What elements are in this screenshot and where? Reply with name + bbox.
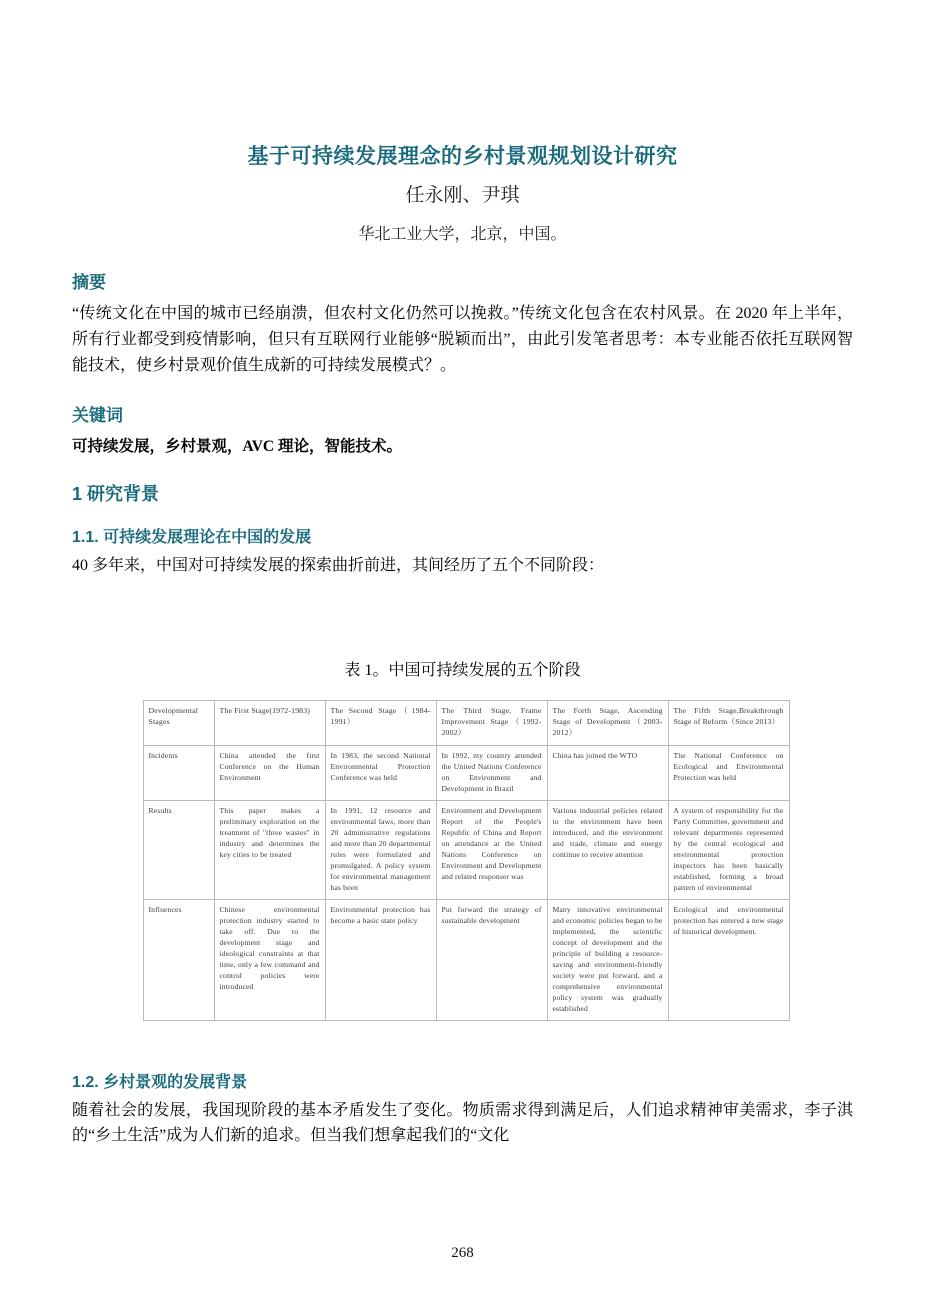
table-header-cell: The Third Stage, Frame Improvement Stage（1992-2002） (436, 700, 547, 745)
table-row-label: Influences (143, 899, 214, 1020)
table-cell: Environmental protection has become a basic state policy (325, 899, 436, 1020)
section-1-1-text: 40 多年来，中国对可持续发展的探索曲折前进，其间经历了五个不同阶段： (72, 556, 605, 574)
table-row (143, 800, 789, 899)
spacer (72, 583, 853, 657)
table-cell: Many innovative environmental and economic policies began to be implemented, the scientific concept of development and the principle of building a resource-saving and environment-friendly society were put forward, and a comprehensive environmental policy system was gradually established (547, 899, 668, 1020)
table-header-cell: The Forth Stage, Ascending Stage of Development（2003-2012） (547, 700, 668, 745)
table-header-row (143, 700, 789, 745)
affiliation: 华北工业大学，北京，中国。 (358, 226, 567, 243)
table-header-cell: The Second Stage（1984-1991） (325, 700, 436, 745)
table-cell: In 1992, my country attended the United Nations Conference on Environment and Development in Brazil (436, 745, 547, 800)
table-header-cell: The First Stage(1972-1983) (214, 700, 325, 745)
table-header-cell: The Fifth Stage,Breakthrough Stage of Reform（Since 2013） (668, 700, 789, 745)
table-cell: Environment and Development Report of the People's Republic of China and Report on attendance at the United Nations Conference on Environment and Development and related responser was (436, 800, 547, 899)
table-header-cell: Developmental Stages (143, 700, 214, 745)
table-row (143, 899, 789, 1020)
table-row (143, 745, 789, 800)
table-cell: This paper makes a preliminary exploration on the treatment of "three wastes" in industry and determines the key cities to be treated (214, 800, 325, 899)
table-row-label: Incidents (143, 745, 214, 800)
table-cell: The National Conference on Ecological and Environmental Protection was held (668, 745, 789, 800)
author-list: 任永刚、尹琪 (405, 185, 520, 206)
keywords-heading: 关键词 (72, 405, 123, 425)
abstract-heading: 摘要 (72, 273, 106, 292)
spacer (72, 1021, 853, 1051)
sustainable-development-stages-table (143, 700, 790, 1021)
table-cell: China has joined the WTO (547, 745, 668, 800)
table-cell: Various industrial policies related to the environment have been introduced, and the environment and trade, climate and energy continue to receive attention (547, 800, 668, 899)
table-cell: China attended the first Conference on the Human Environment (214, 745, 325, 800)
table-caption: 表 1。中国可持续发展的五个阶段 (344, 661, 581, 679)
section-1-1-heading: 1.1. 可持续发展理论在中国的发展 (72, 528, 312, 546)
table-row-label: Results (143, 800, 214, 899)
section-1-2-heading: 1.2. 乡村景观的发展背景 (72, 1073, 248, 1091)
table-cell: Chinese environmental protection industry started to take off. Due to the development stage and ideological constraints at that time, only a few command and control policies were introduced (214, 899, 325, 1020)
section-1-heading: 1 研究背景 (72, 483, 160, 504)
table-cell: A system of responsibility for the Party Committee, government and relevant departments represented by the central ecological and environmental protection inspectors has been basically established, forming a broad pattern of environmental (668, 800, 789, 899)
keywords-text: 可持续发展，乡村景观，AVC 理论，智能技术。 (72, 437, 402, 455)
table-cell: In 1983, the second National Environmental Protection Conference was held (325, 745, 436, 800)
abstract-text: “传统文化在中国的城市已经崩溃，但农村文化仍然可以挽救。”传统文化包含在农村风景。在 2020 年上半年，所有行业都受到疫情影响，但只有互联网行业能够“脱颖而出”，由此引发笔者思考：本专业能否依托互联网智能技术，使乡村景观价值生成新的可持续发展模式？。 (72, 305, 853, 374)
page-number: 268 (451, 1245, 474, 1261)
table-cell: Ecological and environmental protection has entered a new stage of historical development. (668, 899, 789, 1020)
table-cell: In 1991, 12 resource and environmental laws, more than 20 administrative regulations and more than 20 departmental rules were formulated and promulgated. A policy system for environmental management has been (325, 800, 436, 899)
table-cell: Put forward the strategy of sustainable development (436, 899, 547, 1020)
table-container (143, 700, 783, 1021)
section-1-2-text: 随着社会的发展，我国现阶段的基本矛盾发生了变化。物质需求得到满足后，人们追求精神审美需求，李子淇的“乡土生活”成为人们新的追求。但当我们想拿起我们的“文化 (72, 1101, 853, 1145)
page-title: 基于可持续发展理念的乡村景观规划设计研究 (247, 145, 678, 168)
